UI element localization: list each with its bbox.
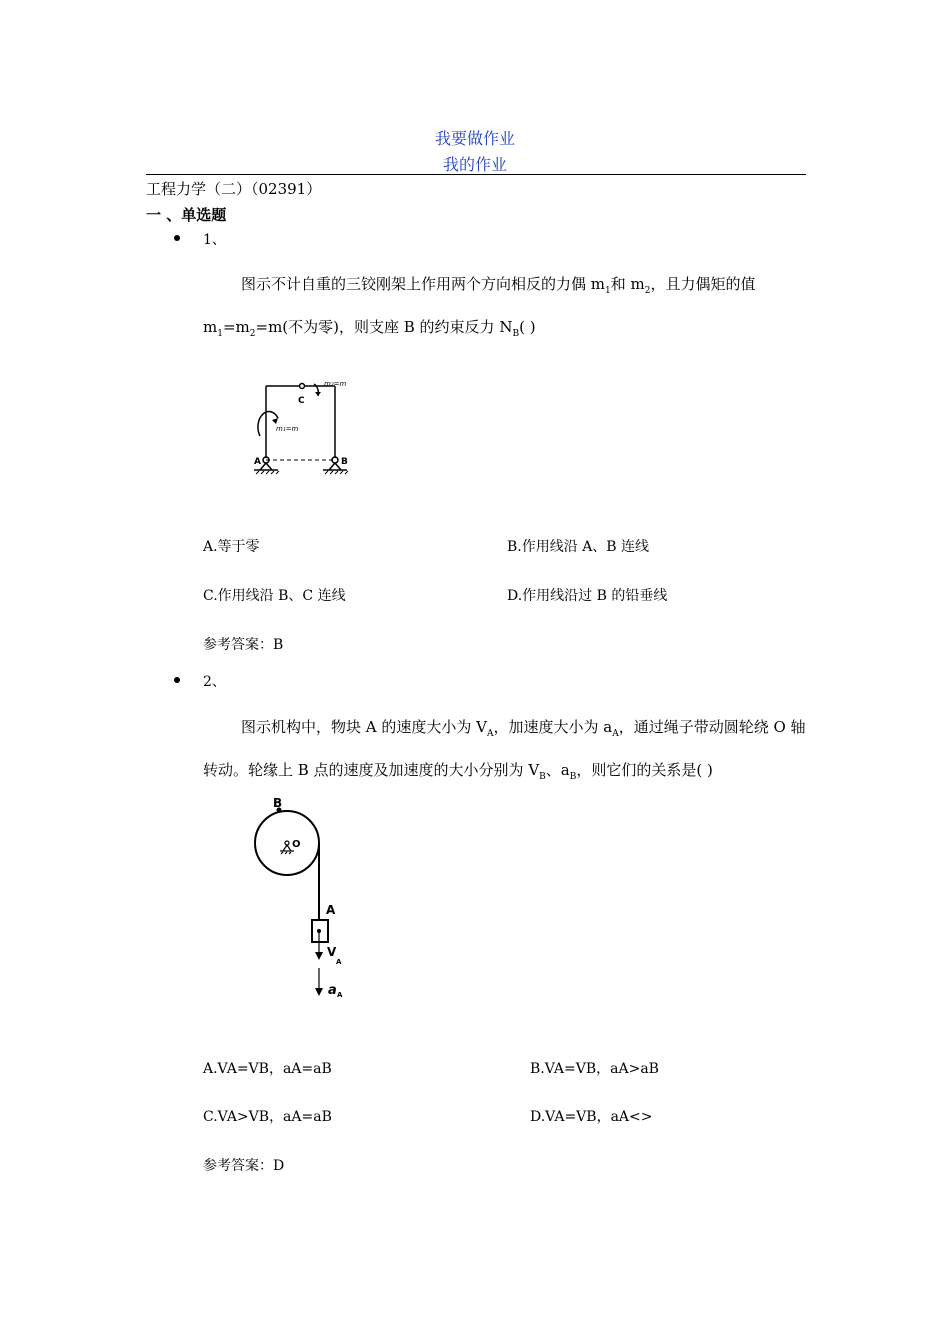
label-va-subscript: A bbox=[336, 958, 342, 966]
option-1c[interactable]: C.作用线沿 B、C 连线 bbox=[203, 588, 346, 604]
pulley-diagram-figure bbox=[246, 792, 356, 1007]
question-stem-2: 图示机构中，物块 A 的速度大小为 $V_A$，加速度大小为 $a_A$，通过绳子带动圆轮绕 O 轴转动。轮缘上 B 点的速度及加速度的大小分别为 $V_B$、$a_B$，则它们的关系是( ) bbox=[203, 718, 806, 782]
do-homework-link[interactable]: 我要做作业 bbox=[434, 129, 515, 148]
label-o: O bbox=[292, 839, 301, 850]
reference-answer-1: 参考答案：B bbox=[203, 637, 284, 653]
option-2d[interactable]: D.VA=VB，aA<> bbox=[530, 1109, 653, 1125]
label-m2: m₂=m bbox=[324, 380, 347, 388]
option-2a[interactable]: A.VA=VB，aA=aB bbox=[203, 1061, 332, 1077]
label-aa-subscript: A bbox=[337, 991, 343, 999]
my-homework-link[interactable]: 我的作业 bbox=[442, 155, 507, 174]
bullet-q2 bbox=[174, 677, 180, 683]
question-number-1: 1、 bbox=[203, 232, 226, 248]
label-b: B bbox=[341, 457, 348, 467]
reference-answer-2: 参考答案：D bbox=[203, 1158, 285, 1174]
label-c: C bbox=[298, 396, 305, 406]
label-a: A bbox=[254, 457, 261, 467]
label-b: B bbox=[273, 796, 283, 810]
section-title: 一 、单选题 bbox=[146, 206, 227, 224]
option-2c[interactable]: C.VA>VB，aA=aB bbox=[203, 1109, 332, 1125]
label-aa: a bbox=[328, 983, 337, 998]
course-title: 工程力学（二）（02391） bbox=[146, 180, 322, 198]
label-va: V bbox=[327, 945, 337, 959]
frame-diagram-figure bbox=[246, 374, 366, 484]
label-a: A bbox=[326, 903, 336, 917]
option-1a[interactable]: A.等于零 bbox=[203, 539, 260, 555]
label-m1: m₁=m bbox=[276, 425, 299, 433]
question-stem-1: 图示不计自重的三铰刚架上作用两个方向相反的力偶 $m_1$和 $m_2$，且力偶矩的值 $m_1=m_2=m$(不为零)，则支座 B 的约束反力 $N_B$( ) bbox=[203, 275, 756, 339]
question-number-2: 2、 bbox=[203, 674, 226, 690]
option-1b[interactable]: B.作用线沿 A、B 连线 bbox=[507, 539, 650, 555]
header-divider bbox=[146, 174, 806, 175]
bullet-q1 bbox=[174, 235, 180, 241]
option-1d[interactable]: D.作用线沿过 B 的铅垂线 bbox=[507, 588, 668, 604]
option-2b[interactable]: B.VA=VB，aA>aB bbox=[530, 1061, 659, 1077]
